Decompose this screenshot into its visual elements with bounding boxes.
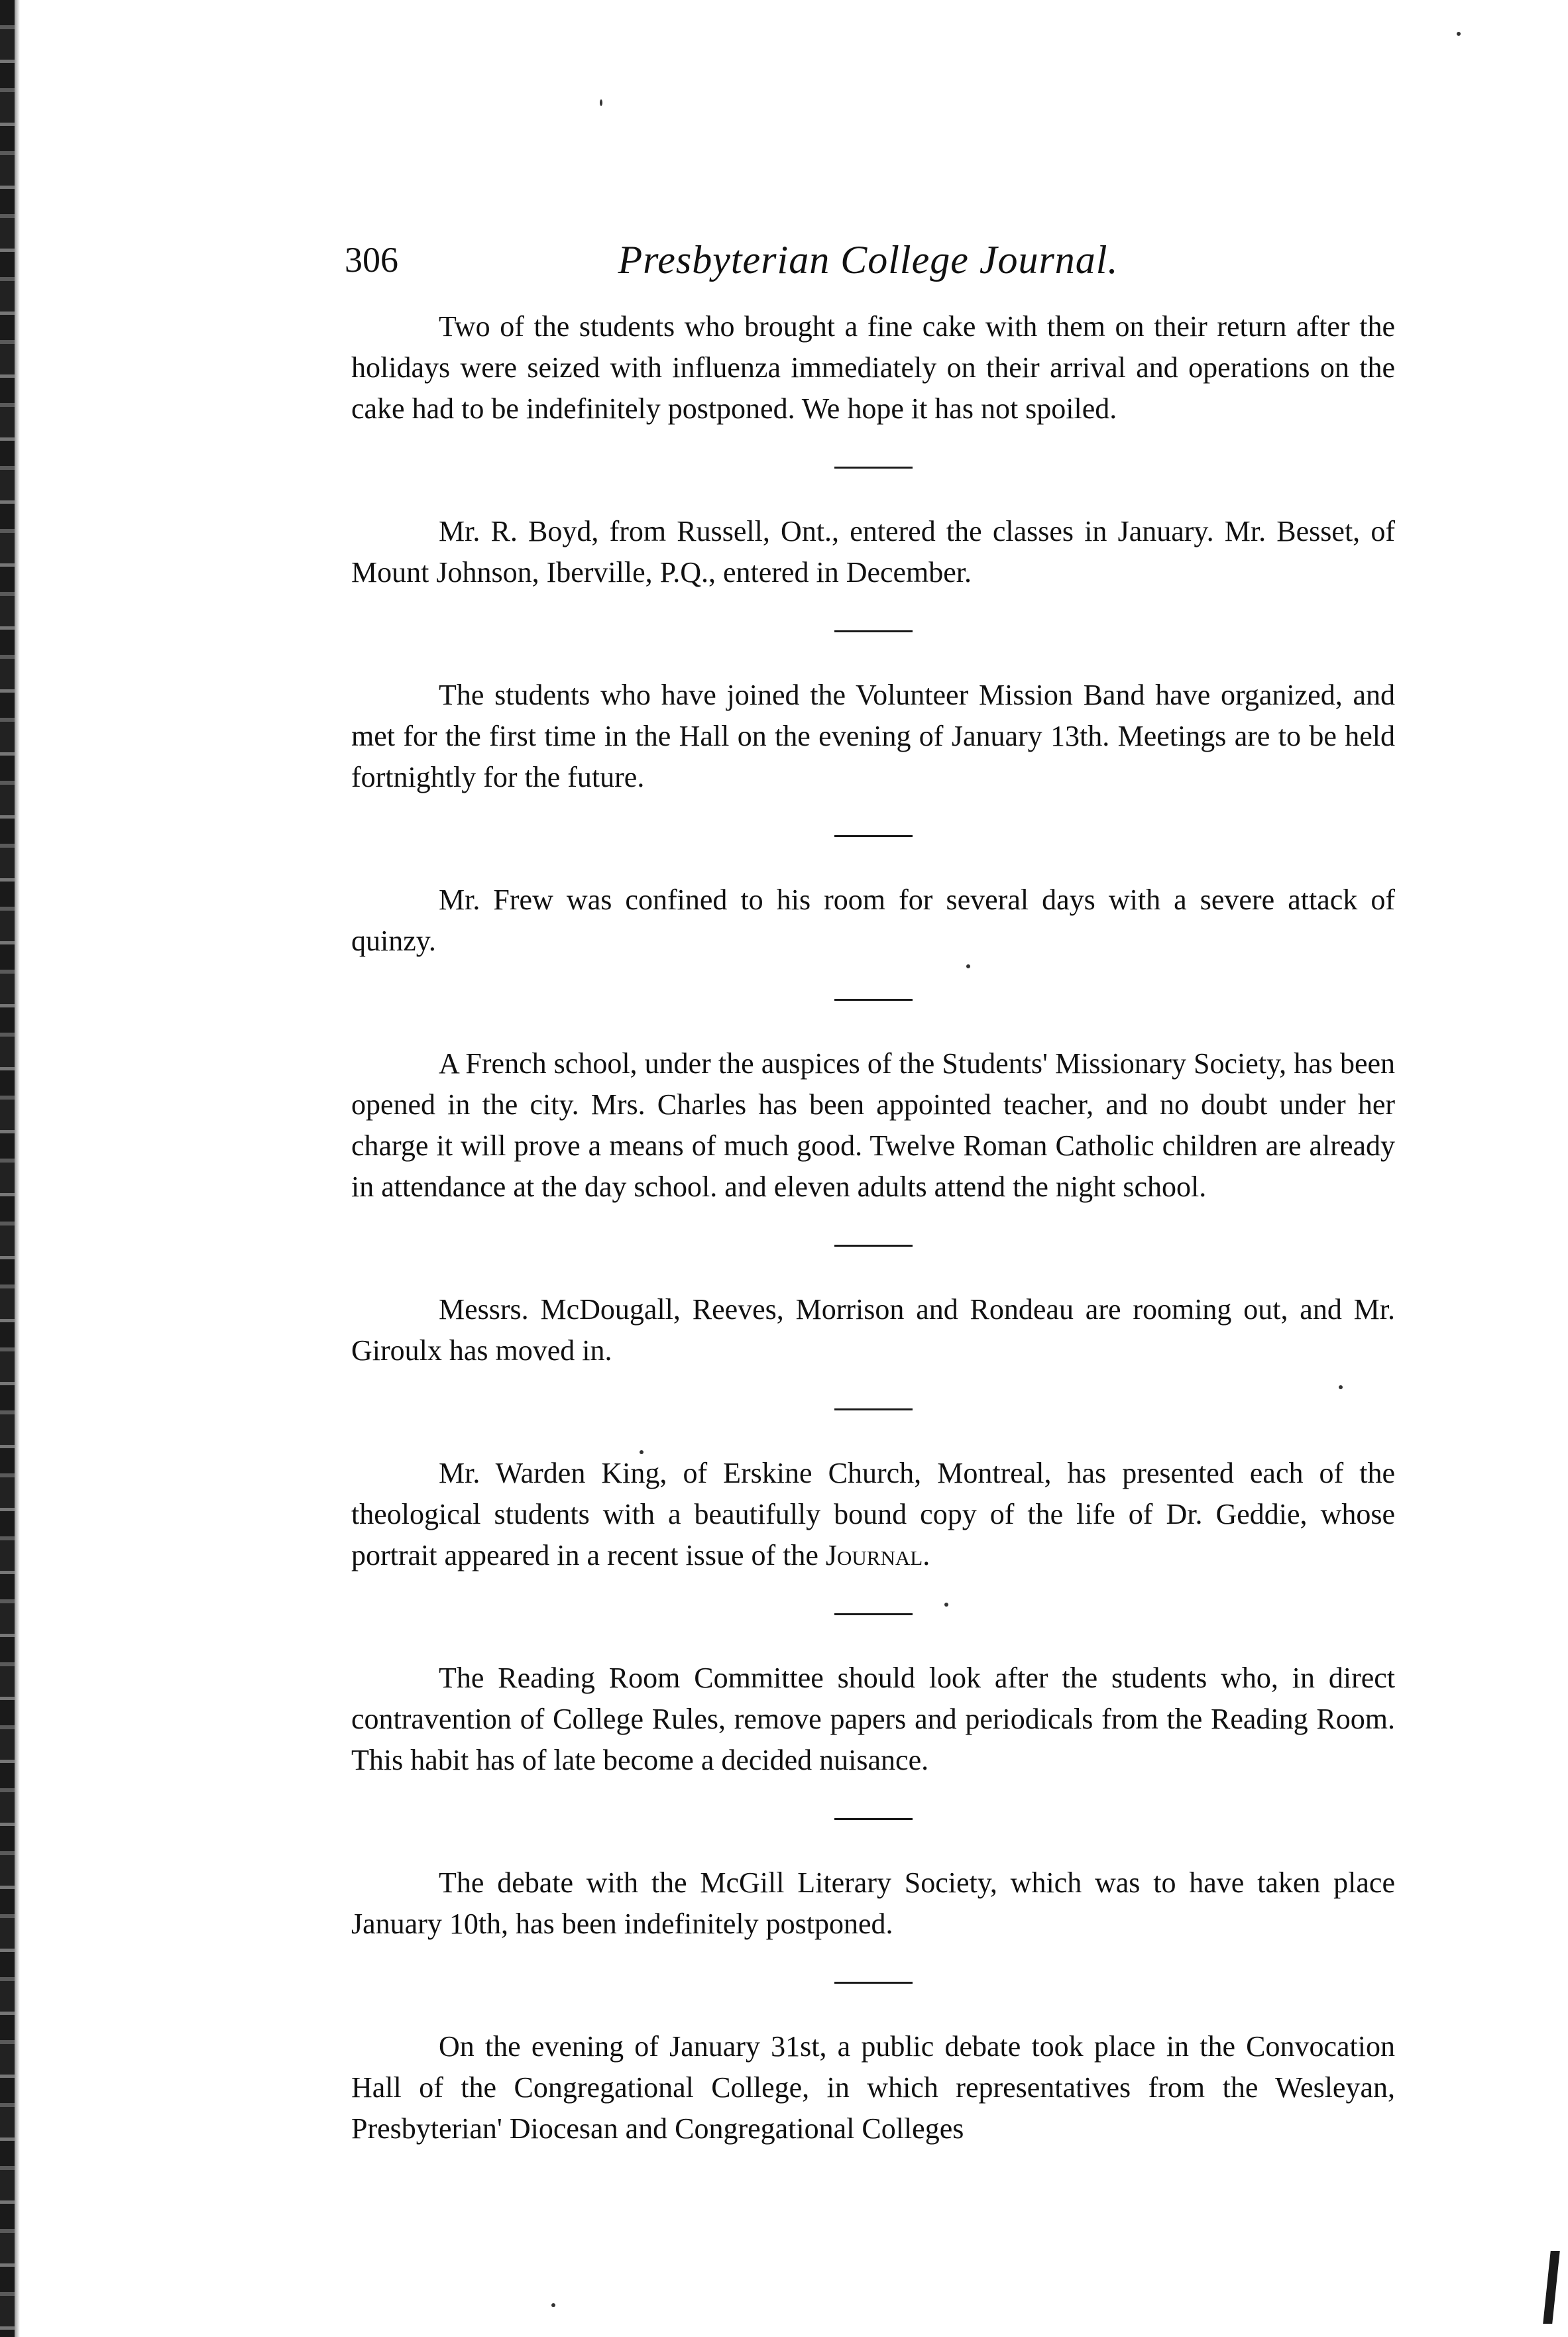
paragraph-warden-king-end: . [923, 1539, 930, 1571]
paragraph-rooming: Messrs. McDougall, Reeves, Morrison and Rondeau are rooming out, and Mr. Giroulx has moved in. [351, 1293, 1395, 1367]
paragraph-warden-king [351, 1453, 1395, 1576]
page-number: 306 [345, 240, 398, 280]
scan-corner-mark [1543, 2251, 1560, 2324]
scan-speck [551, 2303, 555, 2307]
page-header [345, 233, 1392, 286]
section-rule [834, 1408, 913, 1410]
paragraph-mcgill-debate: The debate with the McGill Literary Society, which was to have taken place January 10th, has been indefinitely postponed. [351, 1866, 1395, 1940]
section-rule [834, 630, 913, 632]
body-text [351, 306, 1395, 2149]
running-title: Presbyterian College Journal. [618, 238, 1119, 282]
paragraph-reading-room: The Reading Room Committee should look after the students who, in direct contravention of College Rules, remove papers and periodicals from the Reading Room. This habit has of late become a decided nuisance. [351, 1662, 1395, 1776]
section-rule [834, 1613, 913, 1615]
binding-shadow [15, 0, 20, 2337]
paragraph-quinzy: Mr. Frew was confined to his room for several days with a severe attack of quinzy. [351, 883, 1395, 957]
scan-speck [1457, 32, 1461, 36]
section-rule [834, 1982, 913, 1984]
scan-speck [600, 99, 602, 106]
section-rule [834, 999, 913, 1001]
section-rule [834, 1818, 913, 1820]
section-rule [834, 1245, 913, 1247]
paragraph-mission-band: The students who have joined the Volunteer Mission Band have organized, and met for the first time in the Hall on the evening of January 13th. Meetings are to be held fortnightly for the future. [351, 679, 1395, 793]
paragraph-new-students: Mr. R. Boyd, from Russell, Ont., entered the classes in January. Mr. Besset, of Mount Johnson, Iberville, P.Q., entered in December. [351, 515, 1395, 589]
binding-edge [0, 0, 15, 2337]
section-rule [834, 835, 913, 837]
paragraph-french-school: A French school, under the auspices of the Students' Missionary Society, has been opened in the city. Mrs. Charles has been appointed teacher, and no doubt under her charge it will prove a means of much good. Twelve Roman Catholic children are already in attendance at the day school. and eleven adults attend the night school. [351, 1047, 1395, 1203]
journal-name: Journal [825, 1539, 923, 1571]
paragraph-public-debate: On the evening of January 31st, a public debate took place in the Convocation Hall of the Congregational College, in which representatives from the Wesleyan, Presbyterian' Diocesan and Congregational Colleges [351, 2030, 1395, 2145]
paragraph-warden-king-text: Mr. Warden King, of Erskine Church, Montreal, has presented each of the theological students with a beautifully bound copy of the life of Dr. Geddie, whose portrait appeared in a recent issue of the [351, 1457, 1395, 1571]
section-rule [834, 467, 913, 469]
paragraph-cake: Two of the students who brought a fine cake with them on their return after the holidays were seized with influenza immediately on their arrival and operations on the cake had to be indefinitely postponed. We hope it has not spoiled. [351, 310, 1395, 425]
